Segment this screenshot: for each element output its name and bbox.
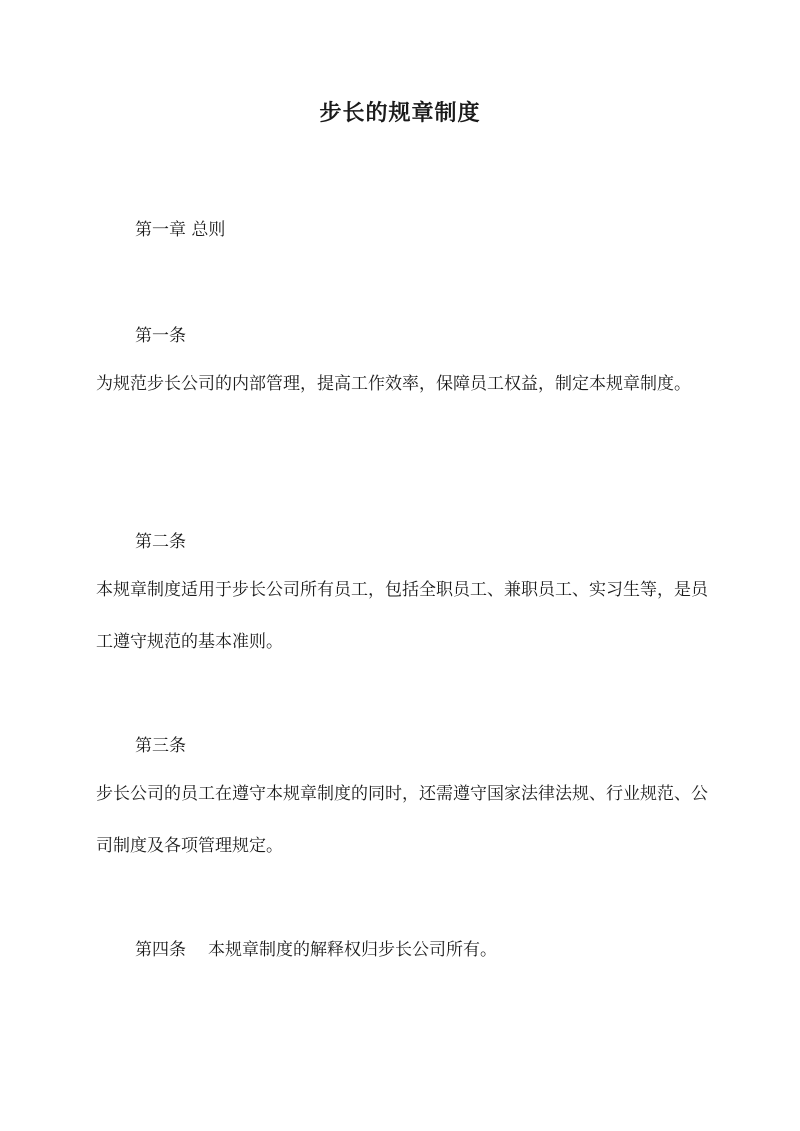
chapter-heading: 第一章 总则: [135, 220, 226, 240]
article-3-label: 第三条: [135, 736, 186, 756]
article-1-label: 第一条: [135, 326, 186, 346]
article-3-text: 步长公司的员工在遵守本规章制度的同时，还需遵守国家法律法规、行业规范、公司制度及各项管理规定。: [96, 784, 708, 856]
article-2-label: 第二条: [135, 532, 186, 552]
article-1-text: 为规范步长公司的内部管理，提高工作效率，保障员工权益，制定本规章制度。: [96, 374, 691, 394]
article-4-label: 第四条: [135, 940, 186, 960]
document-title: 步长的规章制度: [319, 100, 481, 126]
article-4-text: 本规章制度的解释权归步长公司所有。: [208, 940, 497, 960]
article-4: [135, 936, 497, 964]
article-2-text: 本规章制度适用于步长公司所有员工，包括全职员工、兼职员工、实习生等，是员工遵守规范的基本准则。: [96, 580, 708, 652]
